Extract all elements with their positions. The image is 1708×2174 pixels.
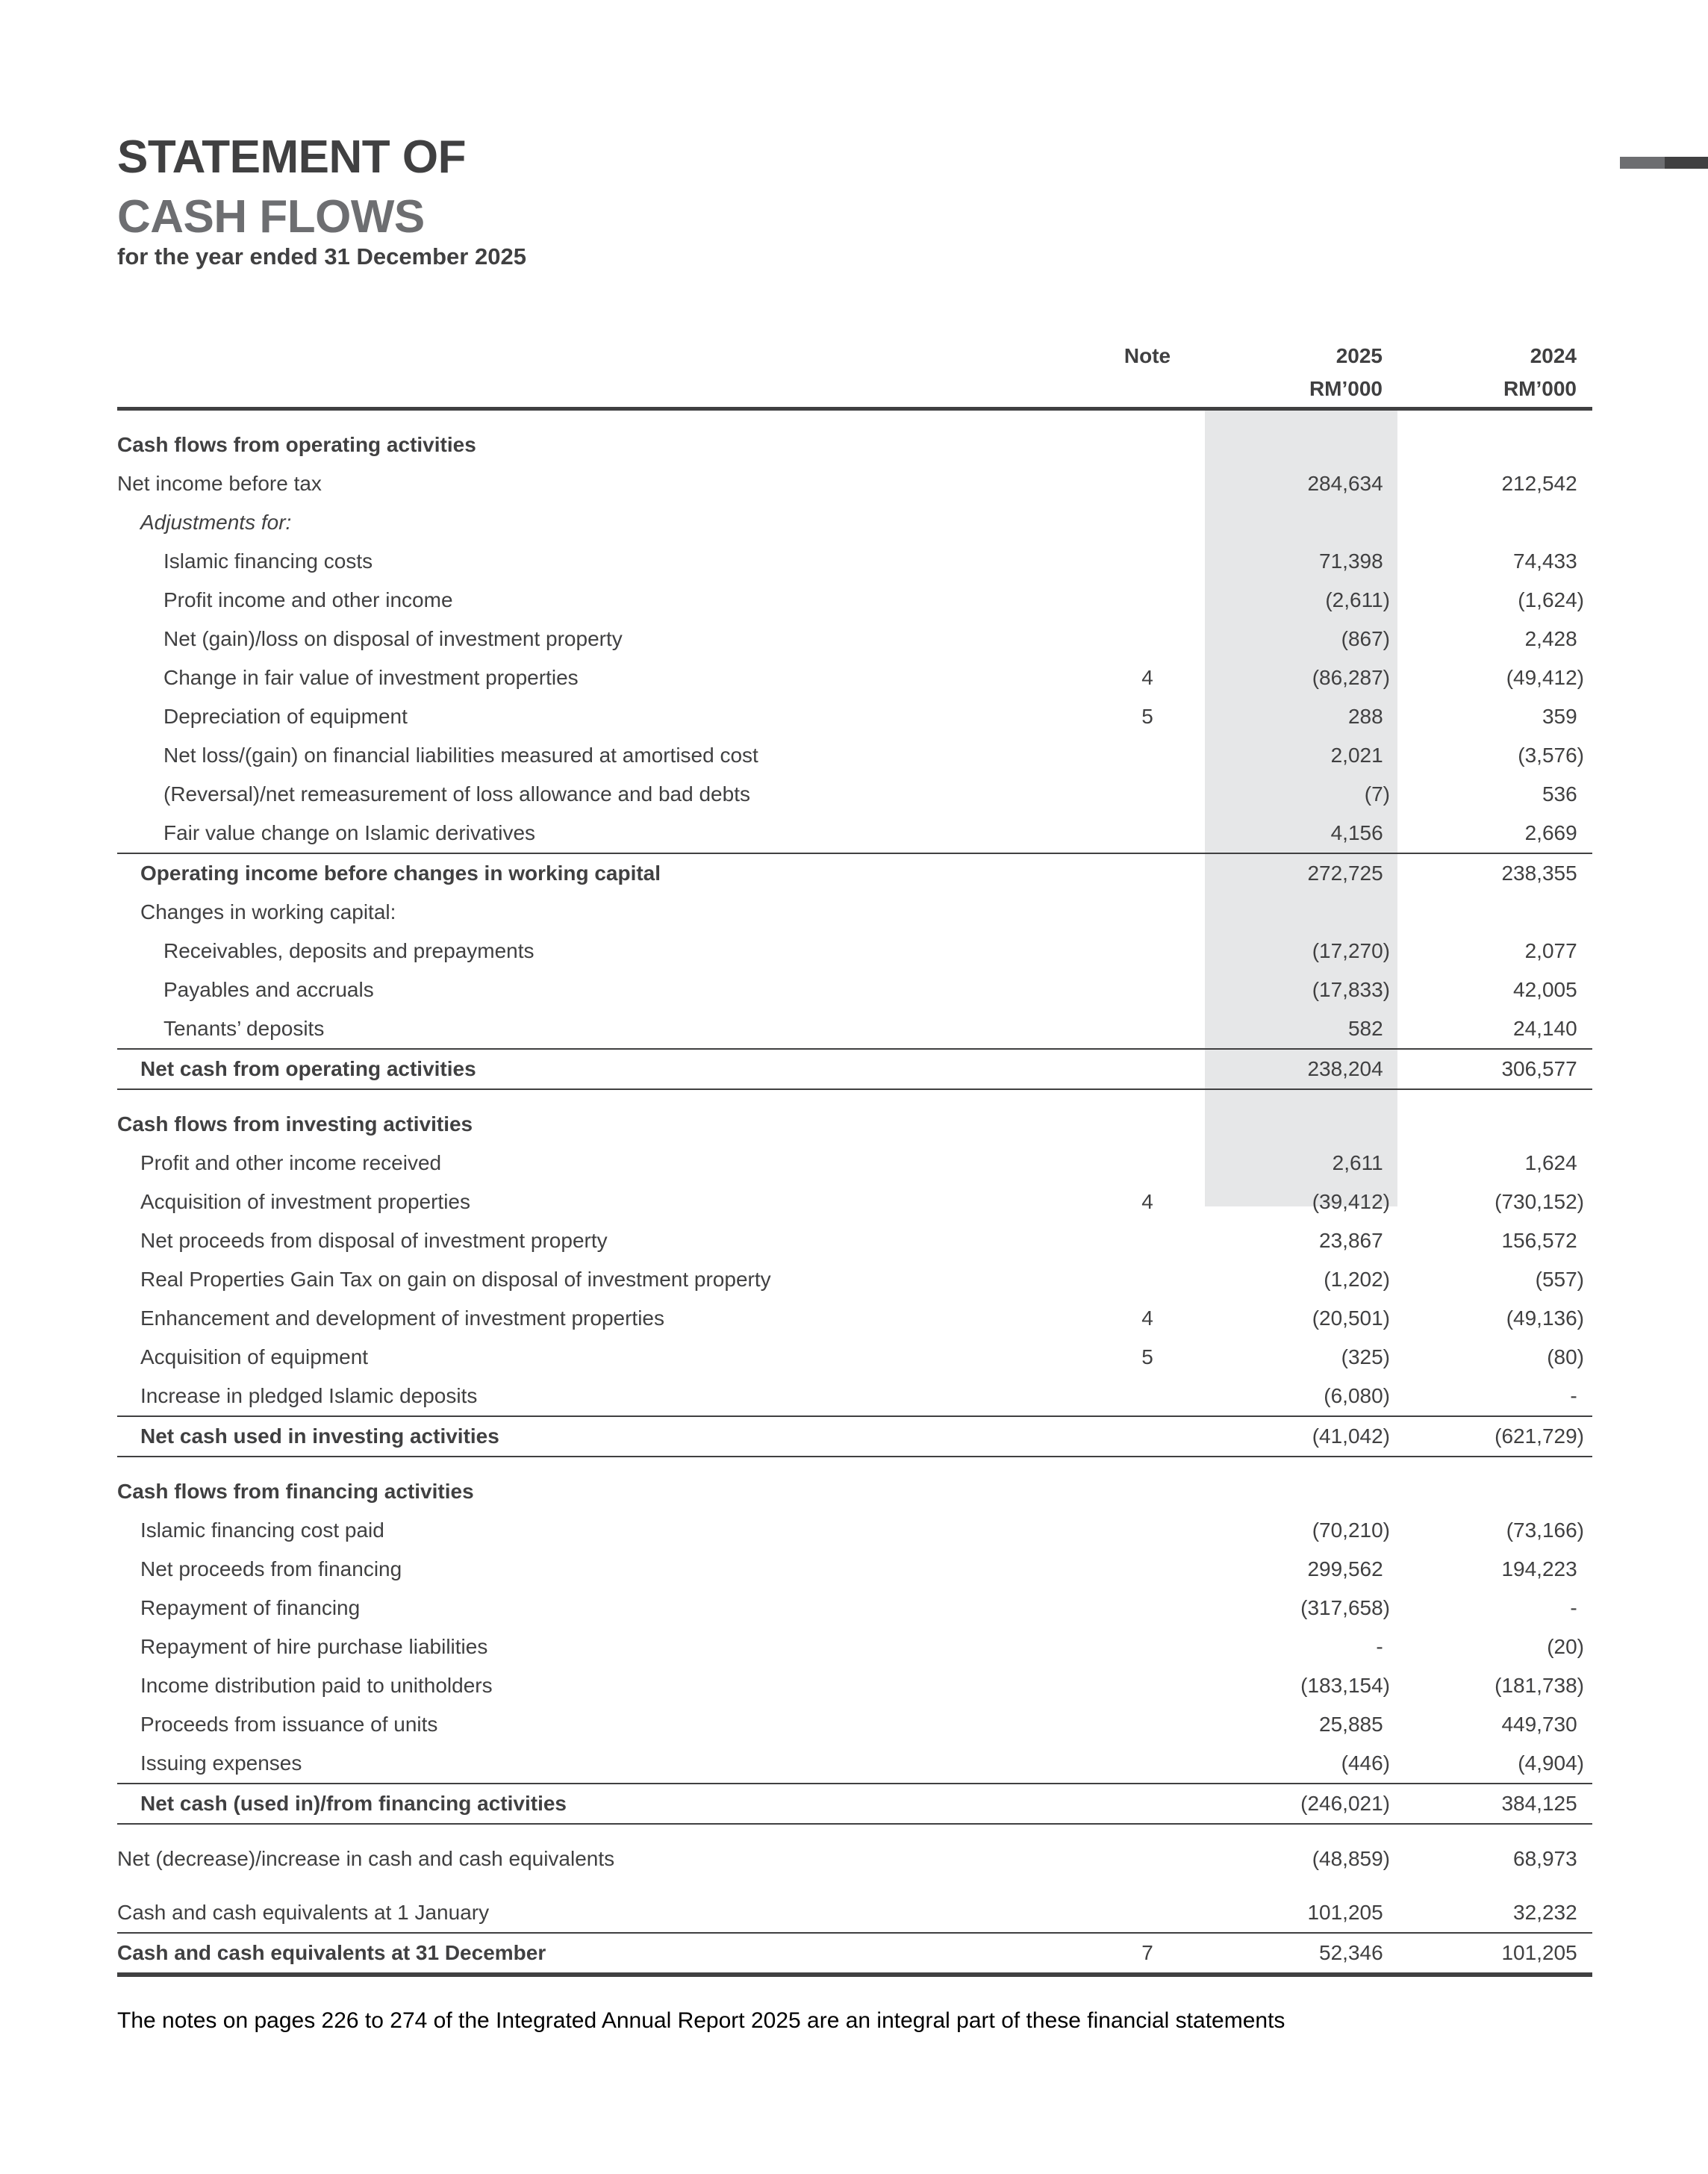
row-label: Issuing expenses: [140, 1751, 302, 1775]
note-ref: 4: [1141, 1190, 1153, 1213]
row-label: Depreciation of equipment: [163, 705, 408, 728]
value-2025: (17,270): [1312, 939, 1390, 962]
current-year-unit: RM’000: [1309, 377, 1383, 400]
page-tab-marker: [1620, 157, 1708, 169]
row-label: Net cash (used in)/from financing activities: [140, 1792, 567, 1815]
working-capital-label: [117, 893, 1592, 932]
value-2025: (325): [1341, 1345, 1390, 1368]
page-subtitle: for the year ended 31 December 2025: [117, 243, 526, 270]
prior-year-header: 2024: [1530, 344, 1577, 367]
total-row-operating: [117, 1050, 1592, 1088]
note-ref: 4: [1141, 666, 1153, 689]
total-rule-bottom: [117, 1823, 1592, 1825]
table-row: [117, 1299, 1592, 1338]
table-row: [117, 620, 1592, 658]
header-rule: [117, 407, 1592, 411]
note-ref: 7: [1141, 1941, 1153, 1964]
row-label: Real Properties Gain Tax on gain on disposal of investment property: [140, 1268, 771, 1291]
value-2024: 2,077: [1524, 939, 1577, 962]
value-2025: 25,885: [1319, 1713, 1383, 1736]
value-2024: (20): [1547, 1635, 1584, 1658]
table-row: [117, 736, 1592, 775]
value-2024: (80): [1547, 1345, 1584, 1368]
note-ref: 5: [1141, 1345, 1153, 1368]
value-2024: 42,005: [1513, 978, 1577, 1001]
table-row: [117, 1183, 1592, 1221]
value-2025: 582: [1347, 1017, 1383, 1040]
row-label: Enhancement and development of investment properties: [140, 1306, 664, 1330]
row-label: Cash flows from investing activities: [117, 1112, 473, 1136]
value-2024: 536: [1542, 782, 1577, 806]
value-2025: (6,080): [1324, 1384, 1390, 1407]
row-label: (Reversal)/net remeasurement of loss allowance and bad debts: [163, 782, 750, 806]
value-2025: (317,658): [1300, 1596, 1390, 1619]
total-rule-bottom: [117, 1088, 1592, 1090]
table-row: [117, 814, 1592, 853]
value-2024: (621,729): [1494, 1424, 1584, 1448]
value-2025: 272,725: [1307, 862, 1383, 885]
opening-balance-row: [117, 1893, 1592, 1932]
value-2024: 74,433: [1513, 549, 1577, 573]
prior-year-unit: RM’000: [1503, 377, 1577, 400]
table-row: [117, 1705, 1592, 1744]
table-row: [117, 464, 1592, 503]
row-label: Repayment of financing: [140, 1596, 361, 1619]
value-2024: (49,136): [1506, 1306, 1584, 1330]
row-label: Net (decrease)/increase in cash and cash equivalents: [117, 1847, 615, 1870]
value-2025: (41,042): [1312, 1424, 1390, 1448]
row-label: Tenants’ deposits: [163, 1017, 325, 1040]
value-2025: (39,412): [1312, 1190, 1390, 1213]
row-label: Repayment of hire purchase liabilities: [140, 1635, 488, 1658]
row-label: Islamic financing costs: [163, 549, 373, 573]
row-label: Net cash from operating activities: [140, 1057, 476, 1080]
section-heading-operating: [117, 426, 1592, 464]
table-row: [117, 697, 1592, 736]
table-row: [117, 658, 1592, 697]
value-2024: 238,355: [1501, 862, 1577, 885]
table-row: [117, 1589, 1592, 1628]
value-2025: 4,156: [1330, 821, 1383, 844]
table-row: [117, 1628, 1592, 1666]
value-2025: (1,202): [1324, 1268, 1390, 1291]
value-2024: -: [1570, 1384, 1577, 1407]
net-change-row: [117, 1840, 1592, 1878]
value-2025: 2,021: [1330, 744, 1383, 767]
row-label: Change in fair value of investment properties: [163, 666, 579, 689]
value-2024: 212,542: [1501, 472, 1577, 495]
row-label: Adjustments for:: [140, 511, 292, 534]
value-2024: (73,166): [1506, 1519, 1584, 1542]
value-2025: (20,501): [1312, 1306, 1390, 1330]
value-2024: (557): [1535, 1268, 1584, 1291]
value-2024: 449,730: [1501, 1713, 1577, 1736]
current-year-header: 2025: [1335, 344, 1383, 367]
row-label: Income distribution paid to unitholders: [140, 1674, 493, 1697]
note-ref: 4: [1141, 1306, 1153, 1330]
value-2024: 32,232: [1513, 1901, 1577, 1924]
row-label: Cash flows from operating activities: [117, 433, 476, 456]
value-2025: 52,346: [1319, 1941, 1383, 1964]
tab-marker-light: [1620, 157, 1665, 169]
value-2024: 384,125: [1501, 1792, 1577, 1815]
table-row: [117, 1511, 1592, 1550]
table-row: [117, 1144, 1592, 1183]
adjustments-label: [117, 503, 1592, 542]
table-row: [117, 971, 1592, 1009]
note-ref: 5: [1141, 705, 1153, 728]
row-label: Increase in pledged Islamic deposits: [140, 1384, 478, 1407]
value-2025: 23,867: [1319, 1229, 1383, 1252]
row-label: Net (gain)/loss on disposal of investment property: [163, 627, 623, 650]
value-2025: (2,611): [1325, 588, 1390, 611]
tab-marker-dark: [1665, 157, 1708, 169]
row-label: Profit income and other income: [163, 588, 453, 611]
title-line-2: CASH FLOWS: [117, 191, 425, 243]
value-2024: 101,205: [1501, 1941, 1577, 1964]
row-label: Net loss/(gain) on financial liabilities measured at amortised cost: [163, 744, 758, 767]
value-2025: 101,205: [1307, 1901, 1383, 1924]
row-label: Fair value change on Islamic derivatives: [163, 821, 536, 844]
row-label: Cash flows from financing activities: [117, 1480, 474, 1503]
value-2025: (246,021): [1300, 1792, 1390, 1815]
value-2024: -: [1570, 1596, 1577, 1619]
value-2025: 299,562: [1307, 1557, 1383, 1580]
value-2025: (86,287): [1312, 666, 1390, 689]
value-2024: 24,140: [1513, 1017, 1577, 1040]
row-label: Net proceeds from disposal of investment property: [140, 1229, 608, 1252]
value-2024: 2,428: [1524, 627, 1577, 650]
row-label: Net cash used in investing activities: [140, 1424, 499, 1448]
closing-double-rule: [117, 1972, 1592, 1977]
page-title: [117, 131, 526, 270]
value-2024: (730,152): [1494, 1190, 1584, 1213]
value-2025: (183,154): [1300, 1674, 1390, 1697]
table-row: [117, 1377, 1592, 1415]
table-header: [117, 340, 1592, 407]
total-rule-bottom: [117, 1456, 1592, 1457]
row-label: Acquisition of investment properties: [140, 1190, 470, 1213]
value-2025: -: [1376, 1635, 1383, 1658]
value-2024: (1,624): [1518, 588, 1584, 611]
value-2024: (3,576): [1518, 744, 1584, 767]
table-row: [117, 932, 1592, 971]
table-row: [117, 581, 1592, 620]
footnote: The notes on pages 226 to 274 of the Integrated Annual Report 2025 are an integral part of these financial statements: [117, 2008, 1285, 2033]
total-row-financing: [117, 1784, 1592, 1823]
subtotal-row: [117, 854, 1592, 893]
value-2025: 288: [1347, 705, 1383, 728]
row-label: Profit and other income received: [140, 1151, 442, 1174]
table-row: [117, 1009, 1592, 1048]
value-2024: 306,577: [1501, 1057, 1577, 1080]
value-2025: 238,204: [1307, 1057, 1383, 1080]
note-column-header: Note: [1123, 344, 1171, 367]
row-label: Net income before tax: [117, 472, 322, 495]
value-2025: (7): [1364, 782, 1390, 806]
row-label: Operating income before changes in working capital: [140, 862, 661, 885]
row-label: Cash and cash equivalents at 31 December: [117, 1941, 546, 1964]
cash-flow-table: [117, 340, 1592, 1977]
value-2025: (48,859): [1312, 1847, 1390, 1870]
value-2025: 284,634: [1307, 472, 1383, 495]
total-row-investing: [117, 1417, 1592, 1456]
table-row: [117, 1260, 1592, 1299]
value-2024: 2,669: [1524, 821, 1577, 844]
value-2024: (181,738): [1494, 1674, 1584, 1697]
row-label: Cash and cash equivalents at 1 January: [117, 1901, 490, 1924]
value-2025: (867): [1341, 627, 1390, 650]
table-row: [117, 1338, 1592, 1377]
value-2024: 359: [1542, 705, 1577, 728]
value-2024: 68,973: [1513, 1847, 1577, 1870]
table-row: [117, 775, 1592, 814]
value-2025: (70,210): [1312, 1519, 1390, 1542]
table-row: [117, 1744, 1592, 1783]
section-heading-financing: [117, 1472, 1592, 1511]
table-row: [117, 1221, 1592, 1260]
row-label: Islamic financing cost paid: [140, 1519, 384, 1542]
row-label: Proceeds from issuance of units: [140, 1713, 438, 1736]
row-label: Receivables, deposits and prepayments: [163, 939, 534, 962]
table-row: [117, 1666, 1592, 1705]
value-2025: 71,398: [1319, 549, 1383, 573]
section-heading-investing: [117, 1105, 1592, 1144]
closing-balance-row: [117, 1934, 1592, 1972]
title-line-1: STATEMENT OF: [117, 131, 466, 183]
table-row: [117, 1550, 1592, 1589]
row-label: Changes in working capital:: [140, 900, 396, 924]
value-2025: (17,833): [1312, 978, 1390, 1001]
table-row: [117, 542, 1592, 581]
row-label: Payables and accruals: [163, 978, 374, 1001]
value-2024: 194,223: [1501, 1557, 1577, 1580]
value-2024: (49,412): [1506, 666, 1584, 689]
row-label: Acquisition of equipment: [140, 1345, 369, 1368]
row-label: Net proceeds from financing: [140, 1557, 402, 1580]
value-2025: 2,611: [1332, 1151, 1383, 1174]
value-2024: 1,624: [1524, 1151, 1577, 1174]
value-2025: (446): [1341, 1751, 1390, 1775]
value-2024: 156,572: [1501, 1229, 1577, 1252]
value-2024: (4,904): [1518, 1751, 1584, 1775]
